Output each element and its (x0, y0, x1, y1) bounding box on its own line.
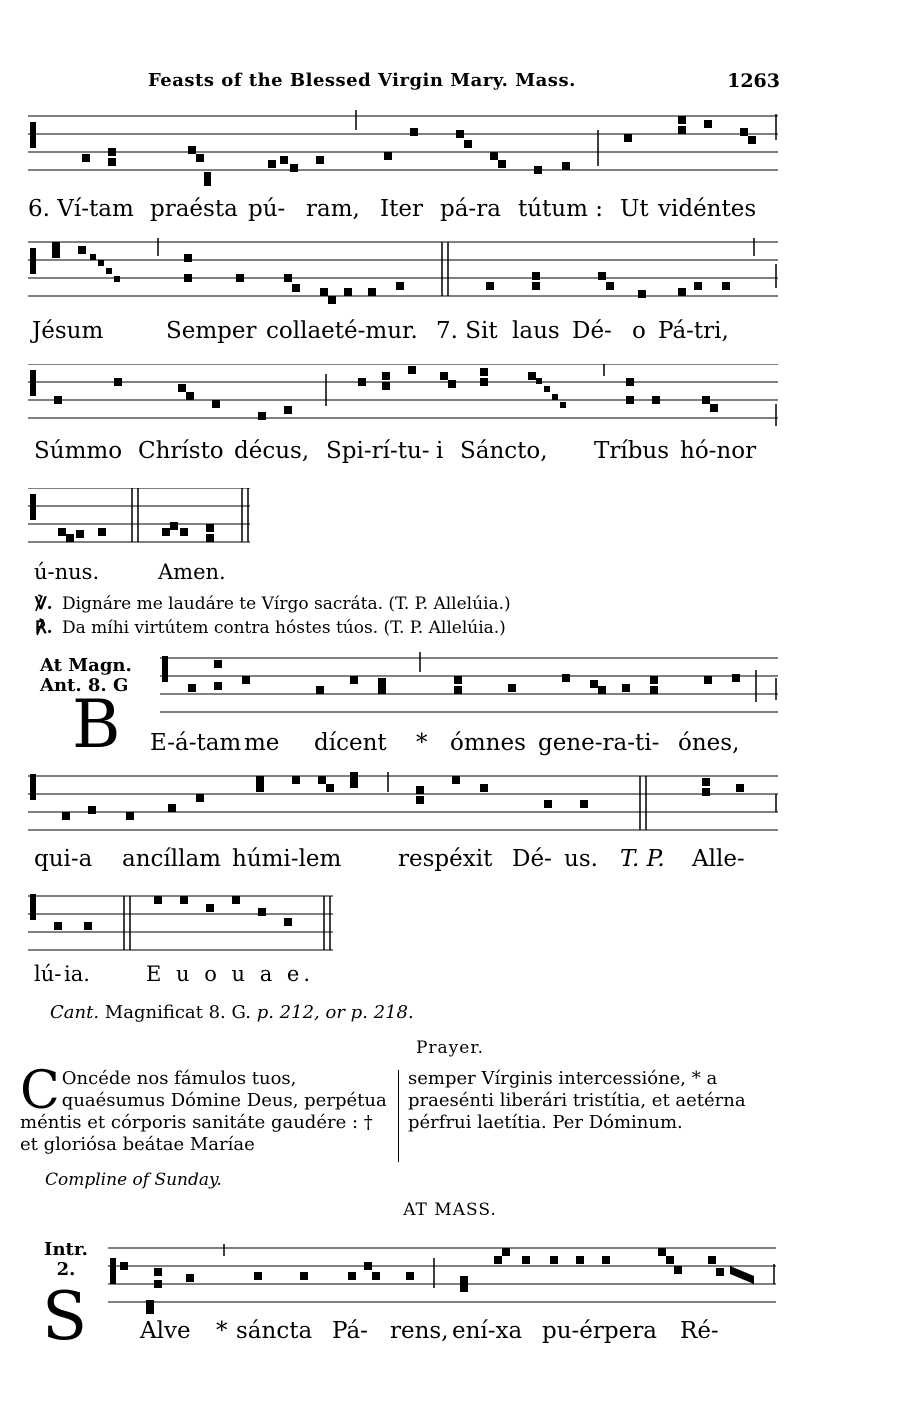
introit-initial: S (42, 1278, 88, 1355)
syllable: pú- (248, 196, 286, 222)
syllable: gene-ra-ti- (538, 730, 660, 756)
syllable: 6. Ví-tam (28, 196, 134, 222)
prayer-initial: C (20, 1061, 60, 1121)
syllable: ia. (64, 962, 90, 986)
syllable: rens, (390, 1318, 449, 1344)
syllable: T. P. (620, 846, 665, 872)
syllable: Chrísto (138, 438, 224, 464)
cant-abbr: Cant. (50, 1002, 100, 1023)
syllable: us. (564, 846, 598, 872)
page-number: 1263 (727, 70, 780, 92)
canticle-reference (50, 1002, 414, 1023)
cant-page1: p. 212, (256, 1002, 320, 1023)
syllable: pá-ra (440, 196, 501, 222)
chant-staff-8 (108, 1244, 776, 1304)
syllable: ómnes (450, 730, 526, 756)
cant-or: or (325, 1002, 345, 1023)
syllable: Semper (166, 318, 257, 344)
syllable: Ré- (680, 1318, 719, 1344)
chant-staff-6 (28, 772, 778, 832)
syllable: E u o u a e. (146, 962, 315, 986)
prayer-right-text: semper Vírginis intercessióne, * a praesénti liberári tristítia, et aetérna pérfrui laetítia. Per Dóminum. (408, 1068, 746, 1133)
syllable: qui-a (34, 846, 93, 872)
syllable: Sáncto, (460, 438, 548, 464)
compline-note: Compline of Sunday. (45, 1170, 222, 1190)
syllable: praésta (150, 196, 238, 222)
syllable: laus (512, 318, 560, 344)
prayer-left-column (20, 1061, 392, 1156)
syllable: collaeté-mur. (266, 318, 418, 344)
syllable: ancíllam (122, 846, 221, 872)
syllable: Súmmo (34, 438, 123, 464)
introit-label-line1: Intr. (44, 1239, 88, 1260)
chant-staff-1 (28, 110, 778, 170)
versicle-text: Dignáre me laudáre te Vírgo sacráta. (61, 594, 383, 614)
syllable: Tríbus (594, 438, 670, 464)
response (35, 618, 506, 638)
syllable: E-á-tam (150, 730, 242, 756)
syllable: Alve (140, 1318, 191, 1344)
cant-text: Magnificat 8. G. (104, 1002, 251, 1023)
syllable: respéxit (398, 846, 493, 872)
antiphon-label-line2: Ant. 8. G (40, 675, 129, 696)
syllable: * (416, 730, 428, 756)
prayer-heading: Prayer. (415, 1038, 485, 1058)
versicle (35, 594, 511, 614)
syllable: hó-nor (680, 438, 757, 464)
response-text: Da míhi virtútem contra hóstes túos. (61, 618, 379, 638)
syllable: ú-nus. (34, 560, 100, 584)
syllable: Iter (380, 196, 423, 222)
cant-page2: p. 218. (350, 1002, 414, 1023)
syllable: Jésum (32, 318, 104, 344)
antiphon-label-line1: At Magn. (40, 655, 132, 676)
syllable: sáncta (236, 1318, 313, 1344)
at-mass-heading: AT MASS. (403, 1200, 497, 1220)
syllable: Amen. (158, 560, 226, 584)
response-symbol: ℟. (35, 618, 53, 638)
introit-label (40, 1240, 92, 1280)
running-header (148, 70, 780, 98)
syllable: Alle- (692, 846, 745, 872)
syllable: dícent (314, 730, 387, 756)
prayer-left-text: Oncéde nos fámulos tuos, quaésumus Dómine Deus, perpétua méntis et córporis sanitáte gaudére : † et gloriósa beátae Maríae (20, 1068, 387, 1155)
syllable: décus, (234, 438, 310, 464)
syllable: Ut (620, 196, 649, 222)
syllable: ram, (306, 196, 360, 222)
response-tp: (T. P. Allelúia.) (383, 618, 506, 638)
syllable: i (436, 438, 444, 464)
syllable: o (632, 318, 646, 344)
syllable: Pá- (332, 1318, 368, 1344)
syllable: húmi-lem (232, 846, 342, 872)
chant-staff-4 (28, 488, 250, 548)
syllable: Dé- (572, 318, 612, 344)
syllable: pu-érpera (542, 1318, 657, 1344)
syllable: lú- (34, 962, 62, 986)
syllable: * (216, 1318, 228, 1344)
header-title: Feasts of the Blessed Virgin Mary. Mass. (148, 70, 576, 91)
syllable: vidéntes (658, 196, 757, 222)
syllable: ení-xa (452, 1318, 523, 1344)
chant-staff-5 (160, 652, 778, 712)
introit-label-line2: 2. (56, 1259, 76, 1280)
chant-staff-7 (28, 892, 333, 952)
versicle-tp: (T. P. Allelúia.) (388, 594, 511, 614)
syllable: ónes, (678, 730, 740, 756)
prayer-right-column (408, 1068, 778, 1134)
antiphon-initial: B (72, 686, 121, 763)
versicle-symbol: ℣. (35, 594, 53, 614)
syllable: Spi-rí-tu- (326, 438, 430, 464)
column-divider (398, 1070, 399, 1162)
chant-staff-3 (28, 364, 778, 424)
chant-staff-2 (28, 238, 778, 298)
syllable: me (244, 730, 280, 756)
syllable: Dé- (512, 846, 552, 872)
syllable: Pá-tri, (658, 318, 729, 344)
syllable: 7. Sit (436, 318, 498, 344)
syllable: tútum : (518, 196, 603, 222)
